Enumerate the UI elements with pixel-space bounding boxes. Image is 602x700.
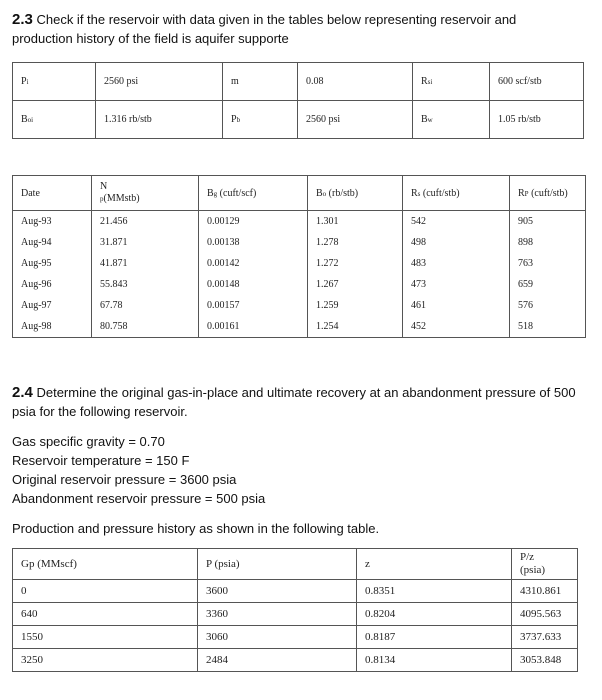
- table-cell: 905: [510, 211, 586, 233]
- header-z: z: [357, 549, 512, 580]
- table-cell: 21.456: [92, 211, 199, 233]
- table-row: [13, 274, 586, 295]
- table-cell: 0.8204: [357, 603, 512, 626]
- table-cell: 3360: [198, 603, 357, 626]
- table-cell: 0.8351: [357, 580, 512, 603]
- table-cell: m: [223, 63, 298, 101]
- table-cell: 483: [403, 253, 510, 274]
- table-row: [13, 580, 578, 603]
- table-cell: Aug-93: [13, 211, 92, 233]
- table-row: [13, 295, 586, 316]
- table-cell: 55.843: [92, 274, 199, 295]
- header-np: N p(MMstb): [92, 176, 199, 211]
- header-p: P (psia): [198, 549, 357, 580]
- table-cell: 4310.861: [512, 580, 578, 603]
- table-cell: 1.259: [308, 295, 403, 316]
- table-cell: 3737.633: [512, 626, 578, 649]
- table-row: [13, 63, 584, 101]
- question-2-4-line1: [12, 383, 600, 402]
- table-cell: 0.00161: [199, 316, 308, 338]
- table-cell: 0.08: [298, 63, 413, 101]
- table-cell: 41.871: [92, 253, 199, 274]
- table-cell: 3250: [13, 649, 198, 672]
- table-cell: 0.00129: [199, 211, 308, 233]
- given-parameters: [12, 432, 572, 508]
- header-pz: P/z (psia): [512, 549, 578, 580]
- param-original-pressure: Original reservoir pressure = 3600 psia: [12, 472, 237, 487]
- question-2-3-number: 2.3: [12, 11, 33, 28]
- table-row: [13, 211, 586, 233]
- table-cell: 498: [403, 232, 510, 253]
- table-cell: Aug-97: [13, 295, 92, 316]
- table-cell: 600 scf/stb: [490, 63, 584, 101]
- table-cell: Aug-96: [13, 274, 92, 295]
- table-cell: 1.272: [308, 253, 403, 274]
- question-2-4-number: 2.4: [12, 384, 33, 401]
- table-cell: 31.871: [92, 232, 199, 253]
- table-cell: 3060: [198, 626, 357, 649]
- table-cell: 2484: [198, 649, 357, 672]
- header-rp: RP (cuft/stb): [510, 176, 586, 211]
- table-header-row: [13, 176, 586, 211]
- table-cell: 1.316 rb/stb: [96, 101, 223, 139]
- table-cell: 542: [403, 211, 510, 233]
- table-cell: 1.278: [308, 232, 403, 253]
- table-row: [13, 101, 584, 139]
- table-row: [13, 649, 578, 672]
- table-row: [13, 316, 586, 338]
- table-cell: 0.8187: [357, 626, 512, 649]
- table-cell: 0.00157: [199, 295, 308, 316]
- header-bo: Bo (rb/stb): [308, 176, 403, 211]
- table-cell: Aug-94: [13, 232, 92, 253]
- table-cell: 0.00148: [199, 274, 308, 295]
- table-cell: 3600: [198, 580, 357, 603]
- table-cell: 1.254: [308, 316, 403, 338]
- question-2-3-text2: production history of the field is aquifer supporte: [12, 31, 289, 46]
- table-cell: 1.05 rb/stb: [490, 101, 584, 139]
- question-2-3-line1: [12, 10, 597, 29]
- table-cell: 0.00138: [199, 232, 308, 253]
- table-cell: 1550: [13, 626, 198, 649]
- reservoir-data-table: [12, 62, 584, 139]
- table-cell: Aug-98: [13, 316, 92, 338]
- table-row: [13, 232, 586, 253]
- question-2-4-text2: psia for the following reservoir.: [12, 404, 188, 419]
- table-cell: Rsi: [413, 63, 490, 101]
- table-cell: 461: [403, 295, 510, 316]
- table-cell: 0: [13, 580, 198, 603]
- question-2-3-text1: Check if the reservoir with data given in the tables below representing reservoir and: [32, 12, 517, 27]
- table-cell: Pi: [13, 63, 96, 101]
- table-cell: 67.78: [92, 295, 199, 316]
- question-2-3: [12, 10, 597, 48]
- param-reservoir-temperature: Reservoir temperature = 150 F: [12, 453, 190, 468]
- header-rs: Rs (cuft/stb): [403, 176, 510, 211]
- table-cell: 1.267: [308, 274, 403, 295]
- table-cell: 3053.848: [512, 649, 578, 672]
- header-gp: Gp (MMscf): [13, 549, 198, 580]
- table-cell: Boi: [13, 101, 96, 139]
- param-gas-gravity: Gas specific gravity = 0.70: [12, 434, 165, 449]
- production-history-table: [12, 175, 586, 338]
- table-cell: 518: [510, 316, 586, 338]
- table-cell: 2560 psi: [298, 101, 413, 139]
- question-2-4: [12, 383, 600, 421]
- table-cell: Aug-95: [13, 253, 92, 274]
- table-row: [13, 253, 586, 274]
- table-row: [13, 626, 578, 649]
- table-header-row: [13, 549, 578, 580]
- table-cell: 473: [403, 274, 510, 295]
- table-cell: Bw: [413, 101, 490, 139]
- table-cell: 640: [13, 603, 198, 626]
- table-cell: 763: [510, 253, 586, 274]
- table-cell: 898: [510, 232, 586, 253]
- table-cell: 452: [403, 316, 510, 338]
- table-cell: 576: [510, 295, 586, 316]
- table-cell: 1.301: [308, 211, 403, 233]
- table-cell: 2560 psi: [96, 63, 223, 101]
- table-cell: 80.758: [92, 316, 199, 338]
- header-date: Date: [13, 176, 92, 211]
- question-2-4-text1: Determine the original gas-in-place and ultimate recovery at an abandonment pressure of 500: [32, 385, 576, 400]
- header-bg: Bg (cuft/scf): [199, 176, 308, 211]
- table-row: [13, 603, 578, 626]
- table-cell: Pb: [223, 101, 298, 139]
- table-cell: 0.8134: [357, 649, 512, 672]
- table-intro: Production and pressure history as shown in the following table.: [12, 521, 380, 536]
- pressure-history-table: [12, 548, 578, 672]
- table-cell: 0.00142: [199, 253, 308, 274]
- table-cell: 659: [510, 274, 586, 295]
- param-abandonment-pressure: Abandonment reservoir pressure = 500 psia: [12, 491, 266, 506]
- table-cell: 4095.563: [512, 603, 578, 626]
